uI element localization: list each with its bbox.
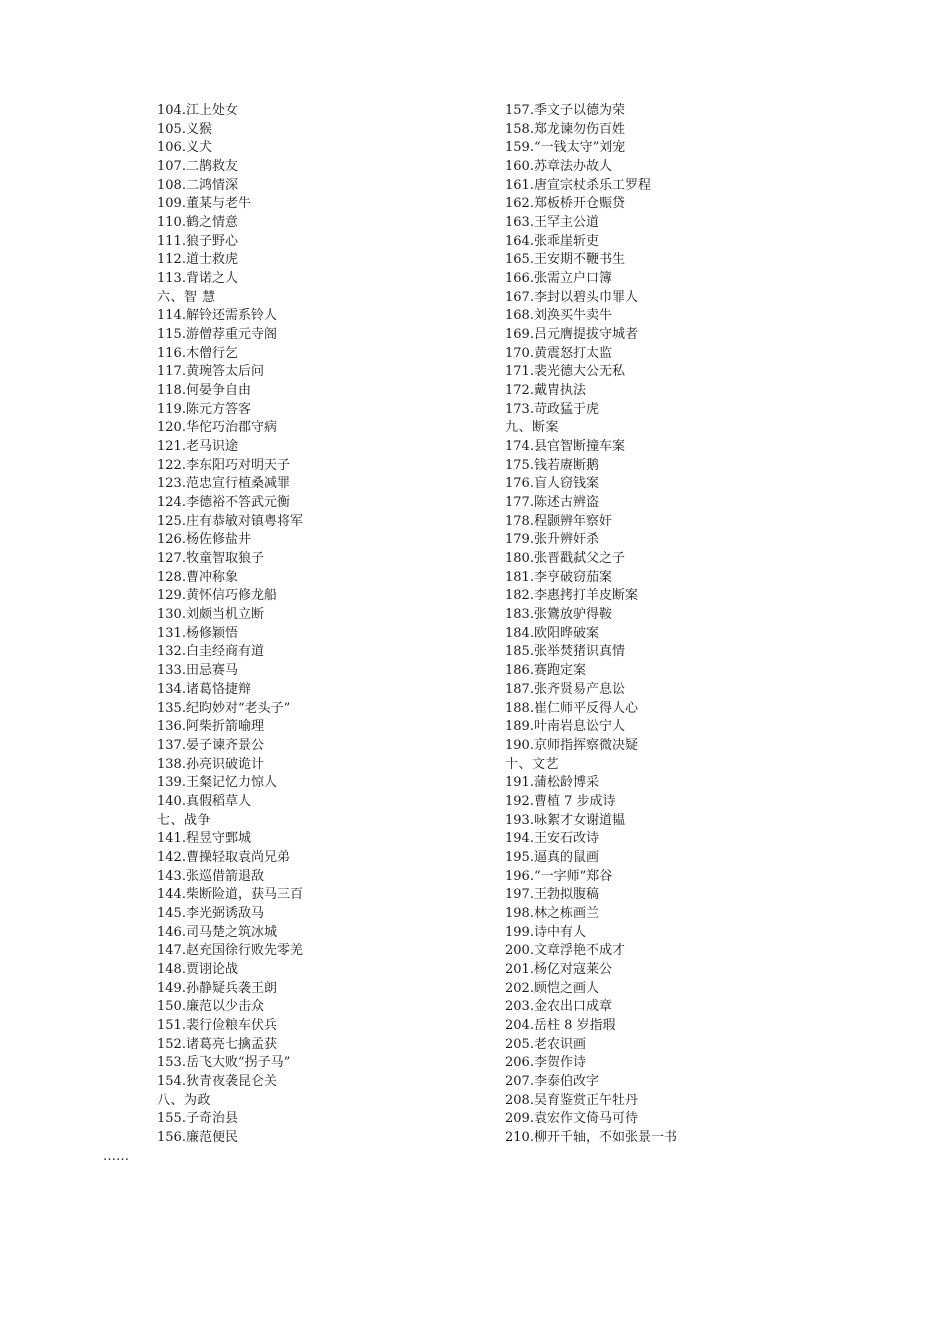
- list-item: 190.京师指挥察微决疑: [505, 737, 638, 753]
- list-item: 198.林之栋画兰: [505, 905, 599, 921]
- list-item: 188.崔仁师平反得人心: [505, 700, 638, 716]
- list-item: 163.王罕主公道: [505, 215, 599, 231]
- list-item: 195.逼真的鼠画: [505, 849, 599, 865]
- list-item: 159.“一钱太守”刘宠: [505, 140, 626, 156]
- list-item: 155.子奇治县: [157, 1111, 238, 1127]
- list-item: 187.张齐贤易产息讼: [505, 681, 625, 697]
- list-item: 146.司马楚之筑冰城: [157, 924, 277, 940]
- list-item: 204.岳柱 8 岁指瑕: [505, 1017, 616, 1033]
- list-item: 191.蒲松龄博采: [505, 775, 599, 791]
- list-item: 153.岳飞大败“拐子马”: [157, 1055, 291, 1071]
- list-item: 133.田忌赛马: [157, 663, 238, 679]
- section-heading: 六、智 慧: [157, 289, 216, 305]
- list-item: 177.陈述古辨盗: [505, 495, 599, 511]
- list-item: 152.诸葛亮七擒孟获: [157, 1036, 277, 1052]
- list-item: 136.阿柴折箭喻理: [157, 719, 264, 735]
- left-column: [157, 102, 487, 1148]
- list-item: 120.华佗巧治郡守病: [157, 420, 277, 436]
- continuation-ellipsis: ……: [103, 1149, 129, 1164]
- list-item: 119.陈元方答客: [157, 401, 251, 417]
- list-item: 193.咏絮才女谢道韫: [505, 812, 625, 828]
- list-item: 170.黄震怒打太监: [505, 345, 612, 361]
- list-item: 208.吴育鉴赏正午牡丹: [505, 1092, 638, 1108]
- list-item: 209.袁宏作文倚马可待: [505, 1111, 638, 1127]
- list-item: 122.李东阳巧对明天子: [157, 457, 290, 473]
- list-item: 129.黄怀信巧修龙船: [157, 588, 277, 604]
- list-item: 184.欧阳晔破案: [505, 625, 599, 641]
- list-item: 134.诸葛恪捷辩: [157, 681, 251, 697]
- list-item: 179.张升辨奸杀: [505, 532, 599, 548]
- list-item: 130.刘颇当机立断: [157, 607, 264, 623]
- list-item: 192.曹植 7 步成诗: [505, 793, 616, 809]
- list-item: 149.孙静疑兵袭王朗: [157, 980, 277, 996]
- list-item: 181.李亨破窃茄案: [505, 569, 612, 585]
- list-item: 106.义犬: [157, 140, 212, 156]
- list-item: 128.曹冲称象: [157, 569, 238, 585]
- list-item: 178.程颢辨年察奸: [505, 513, 612, 529]
- list-item: 126.杨佐修盐井: [157, 532, 251, 548]
- list-item: 199.诗中有人: [505, 924, 586, 940]
- list-item: 156.廉范便民: [157, 1129, 238, 1145]
- list-item: 151.裴行俭粮车伏兵: [157, 1017, 277, 1033]
- list-item: 104.江上处女: [157, 103, 238, 118]
- list-item: 171.裴光德大公无私: [505, 364, 625, 380]
- list-item: 166.张需立户口簿: [505, 271, 612, 287]
- list-item: 197.王勃拟腹稿: [505, 887, 599, 903]
- section-heading: 九、断案: [505, 420, 560, 436]
- list-item: 139.王粲记忆力惊人: [157, 775, 277, 791]
- list-item: 138.孙亮识破诡计: [157, 756, 264, 772]
- list-item: 105.义猴: [157, 121, 212, 137]
- list-item: 135.纪昀妙对“老头子”: [157, 700, 291, 716]
- list-item: 161.唐宣宗杖杀乐工罗程: [505, 177, 651, 193]
- list-item: 111.狼子野心: [157, 233, 238, 249]
- list-item: 140.真假稻草人: [157, 793, 251, 809]
- list-item: 121.老马识途: [157, 439, 238, 455]
- list-item: 144.柴断险道，获马三百: [157, 887, 303, 903]
- list-item: 148.贾诩论战: [157, 961, 238, 977]
- list-item: 132.白圭经商有道: [157, 644, 264, 660]
- list-item: 123.范忠宣行植桑减罪: [157, 476, 290, 492]
- list-item: 201.杨亿对寇莱公: [505, 961, 612, 977]
- list-item: 114.解铃还需系铃人: [157, 308, 277, 324]
- list-item: 115.游僧荐重元寺阁: [157, 327, 277, 343]
- list-item: 147.赵充国徐行败先零羌: [157, 943, 303, 959]
- list-item: 207.李泰伯改字: [505, 1073, 599, 1089]
- list-item: 116.木僧行乞: [157, 345, 238, 361]
- list-item: 127.牧童智取狼子: [157, 551, 264, 567]
- list-item: 202.顾恺之画人: [505, 980, 599, 996]
- list-item: 168.刘涣买牛卖牛: [505, 308, 612, 324]
- list-item: 141.程昱守鄄城: [157, 831, 251, 847]
- list-item: 169.吕元膺提拔守城者: [505, 327, 638, 343]
- list-item: 196.“一字师”郑谷: [505, 868, 613, 884]
- list-item: 157.季文子以德为荣: [505, 103, 625, 118]
- list-item: 182.李惠拷打羊皮断案: [505, 588, 638, 604]
- right-column: [505, 102, 835, 1148]
- list-item: 131.杨修颖悟: [157, 625, 238, 641]
- section-heading: 八、为政: [157, 1092, 212, 1108]
- list-item: 142.曹操轻取袁尚兄弟: [157, 849, 290, 865]
- list-item: 194.王安石改诗: [505, 831, 599, 847]
- list-item: 124.李德裕不答武元衡: [157, 495, 290, 511]
- list-item: 189.叶南岩息讼宁人: [505, 719, 625, 735]
- list-item: 143.张巡借箭退敌: [157, 868, 264, 884]
- list-item: 176.盲人窃钱案: [505, 476, 599, 492]
- list-item: 154.狄青夜袭昆仑关: [157, 1073, 277, 1089]
- list-item: 160.苏章法办故人: [505, 159, 612, 175]
- list-item: 158.郑龙谏勿伤百姓: [505, 121, 625, 137]
- list-item: 172.戴胄执法: [505, 383, 586, 399]
- list-item: 125.庄有恭敏对镇粤将军: [157, 513, 303, 529]
- list-item: 118.何晏争自由: [157, 383, 251, 399]
- list-item: 162.郑板桥开仓赈贷: [505, 196, 625, 212]
- list-item: 175.钱若赓断鹅: [505, 457, 599, 473]
- list-item: 205.老农识画: [505, 1036, 586, 1052]
- list-item: 174.县官智断撞车案: [505, 439, 625, 455]
- list-item: 185.张举焚猪识真情: [505, 644, 625, 660]
- list-item: 107.二鹊救友: [157, 159, 238, 175]
- list-item: 167.李封以碧头巾罪人: [505, 289, 638, 305]
- list-item: 117.黄琬答太后问: [157, 364, 264, 380]
- list-item: 150.廉范以少击众: [157, 999, 264, 1015]
- list-item: 113.背诺之人: [157, 271, 238, 287]
- list-item: 203.金农出口成章: [505, 999, 612, 1015]
- list-item: 183.张鷟放驴得鞍: [505, 607, 612, 623]
- list-item: 165.王安期不鞭书生: [505, 252, 625, 268]
- list-item: 186.赛跑定案: [505, 663, 586, 679]
- list-item: 210.柳开千轴，不如张景一书: [505, 1129, 677, 1145]
- list-item: 173.苛政猛于虎: [505, 401, 599, 417]
- list-item: 180.张晋戳弑父之子: [505, 551, 625, 567]
- section-heading: 七、战争: [157, 812, 212, 828]
- list-item: 145.李光弼诱敌马: [157, 905, 264, 921]
- list-item: 112.道士救虎: [157, 252, 238, 268]
- section-heading: 十、文艺: [505, 756, 560, 772]
- list-item: 110.鹤之情意: [157, 215, 238, 231]
- list-item: 109.董某与老牛: [157, 196, 251, 212]
- list-item: 200.文章浮艳不成才: [505, 943, 625, 959]
- list-item: 206.李贺作诗: [505, 1055, 586, 1071]
- list-item: 137.晏子谏齐景公: [157, 737, 264, 753]
- list-item: 164.张乖崖斩吏: [505, 233, 599, 249]
- list-item: 108.二鸿情深: [157, 177, 238, 193]
